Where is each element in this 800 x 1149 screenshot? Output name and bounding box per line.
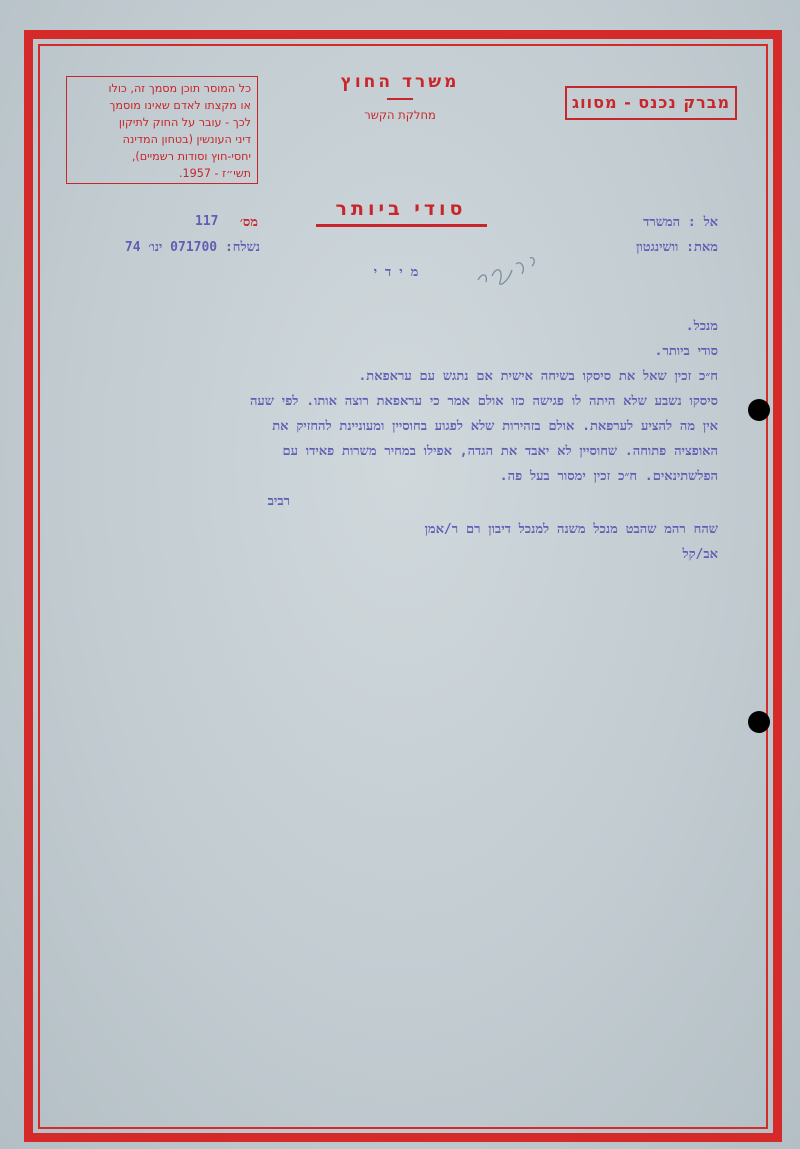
- warning-line: תשי״ז - 1957.: [178, 167, 251, 180]
- warning-line: כל המוסר תוכן מסמך זה, כולו: [108, 82, 251, 95]
- telegram-type-stamp: מברק נכנס - מסווג: [565, 86, 737, 120]
- punch-hole-upper: [748, 399, 770, 421]
- serial-label: מס׳: [239, 215, 258, 230]
- body-line: ח״כ זכין שאל את סיסקו בשיחה אישית אם נתגש עם עראפאת.: [358, 369, 718, 384]
- punch-hole-lower: [748, 711, 770, 733]
- letterhead-divider: [387, 98, 413, 100]
- department-name: מחלקת הקשר: [364, 108, 436, 122]
- serial-number: 117: [195, 214, 219, 229]
- body-line: סיסקו נשבע שלא היתה לו פגישה כזו אולם אמר כי עראפאת רוצה אותו. לפי שעה: [249, 394, 718, 409]
- body-line: האופציה פתוחה. שחוסיין לא יאבד את הגדה, אפילו במחיר משרות פאידו עם: [282, 444, 718, 459]
- urgency-label: מידי: [373, 265, 427, 280]
- handwritten-mark: [470, 252, 550, 292]
- ministry-name: משרד החוץ: [340, 72, 460, 92]
- distribution-list: שהח רהמ שהבט מנכל משנה למנכל דיבון רם ר/אמן: [424, 522, 718, 537]
- classification-underline: [316, 224, 487, 227]
- warning-line: יחסי-חוץ וסודות רשמיים),: [131, 150, 251, 163]
- warning-line: דיני העונשין (בטחון המדינה: [122, 133, 251, 146]
- sent-datetime: נשלח: 071700 ינו׳ 74: [124, 240, 260, 255]
- recipient-line: אל : המשרד: [643, 215, 718, 230]
- body-line: אין מה להציע לערפאת. אולם בזהירות שלא לפגוע בחוסיין ומעוניינת להחזיק את: [272, 419, 718, 434]
- sender-line: מאת: וושינגטון: [636, 240, 718, 255]
- warning-line: לכך - עובר על החוק לתיקון: [118, 116, 251, 129]
- confidentiality-warning-box: [66, 76, 258, 184]
- body-line: הפלשתינאים. ח״כ זכין ימסור בעל פה.: [499, 469, 718, 484]
- ministry-letterhead: [320, 72, 480, 122]
- warning-line: או מקצתו לאדם שאינו מוסמך: [109, 99, 251, 112]
- classification-heading: סודי ביותר: [335, 198, 467, 220]
- typist-initials: אב/קל: [682, 547, 718, 562]
- signature: רביב: [267, 494, 290, 509]
- body-line-addressee: מנכל.: [685, 319, 718, 334]
- body-line-classification: סודי ביותר.: [654, 344, 718, 359]
